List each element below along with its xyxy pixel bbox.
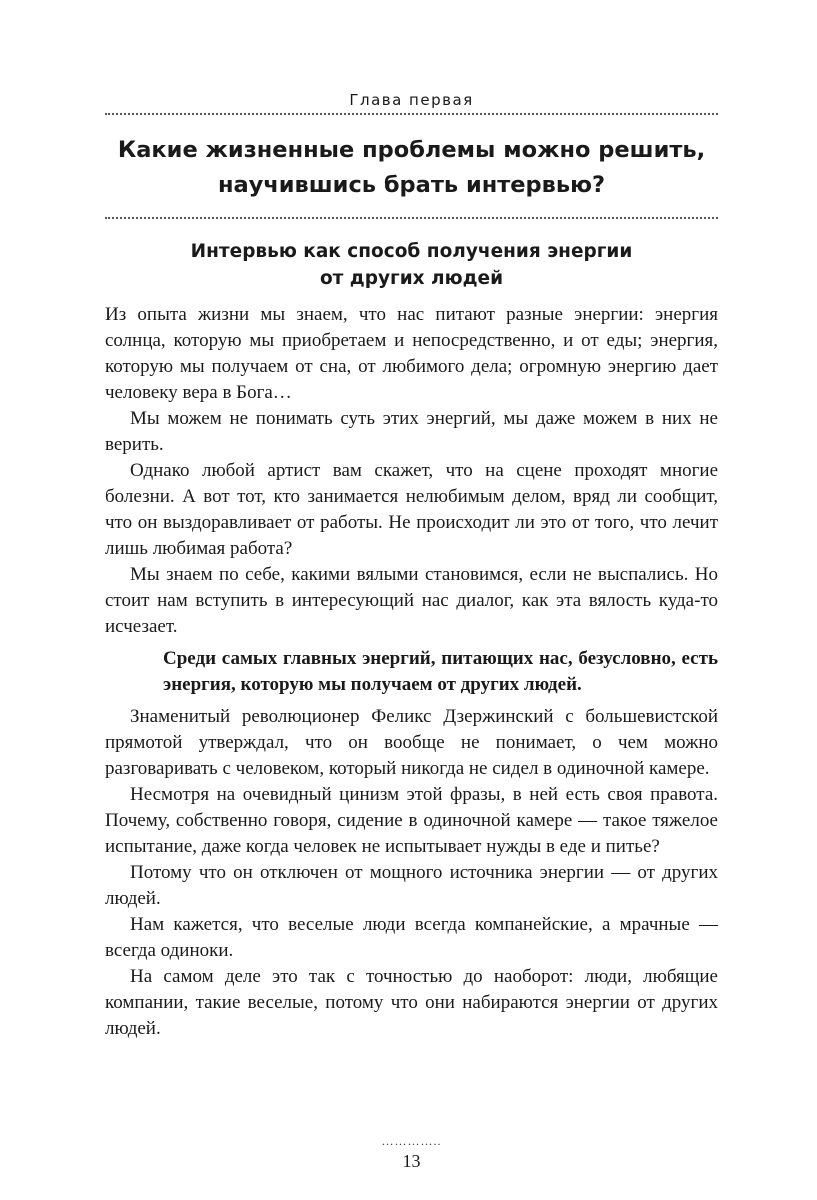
section-title-line-1: Интервью как способ получения энергии	[190, 241, 633, 262]
dotted-divider-middle	[105, 217, 718, 219]
paragraph: Из опыта жизни мы знаем, что нас питают разные энергии: энергия солнца, которую мы приобретаем и непосредственно, и от еды; энергия, которую мы получаем от сна, от любимого дела; огромную энергию дает человеку вера в Бога…	[105, 304, 718, 403]
paragraph: Однако любой артист вам скажет, что на сцене проходят многие болезни. А вот тот, кто занимается нелюбимым делом, вряд ли сообщит, что он выздоравливает от работы. Не происходит ли это от того, что лечит лишь любимая работа?	[105, 460, 718, 559]
bold-callout: Среди самых главных энергий, питающих нас, безусловно, есть энергия, которую мы получаем от других людей.	[163, 648, 718, 695]
paragraph: Мы можем не понимать суть этих энергий, мы даже можем в них не верить.	[105, 408, 718, 455]
chapter-title-line-1: Какие жизненные проблемы можно решить,	[117, 137, 706, 163]
chapter-title-line-2: научившись брать интервью?	[217, 172, 606, 198]
section-title-line-2: от других людей	[319, 268, 504, 289]
section-title	[105, 238, 718, 292]
body-text	[105, 302, 718, 1042]
chapter-title	[105, 133, 718, 203]
book-page	[105, 0, 718, 1200]
paragraph: Несмотря на очевидный цинизм этой фразы, в ней есть своя правота. Почему, собственно говоря, сидение в одиночной камере — такое тяжелое испытание, даже когда человек не испытывает нужды в еде и питье?	[105, 784, 718, 857]
paragraph: Нам кажется, что веселые люди всегда компанейские, а мрачные — всегда одиноки.	[105, 914, 718, 961]
paragraph: На самом деле это так с точностью до наоборот: люди, любящие компании, такие веселые, потому что они набираются энергии от других людей.	[105, 966, 718, 1039]
page-number: 13	[402, 1151, 421, 1171]
running-head: Глава первая	[349, 91, 474, 109]
dotted-divider-top	[105, 113, 718, 115]
paragraph: Знаменитый революционер Феликс Дзержинский с большевистской прямотой утверждал, что он вообще не понимает, о чем можно разговаривать с человеком, который никогда не сидел в одиночной камере.	[105, 706, 718, 779]
paragraph: Мы знаем по себе, какими вялыми становимся, если не выспались. Но стоит нам вступить в интересующий нас диалог, как эта вялость куда-то исчезает.	[105, 564, 718, 637]
paragraph: Потому что он отключен от мощного источника энергии — от других людей.	[105, 862, 718, 909]
footer-dot-ornament: …………..	[381, 1134, 442, 1148]
